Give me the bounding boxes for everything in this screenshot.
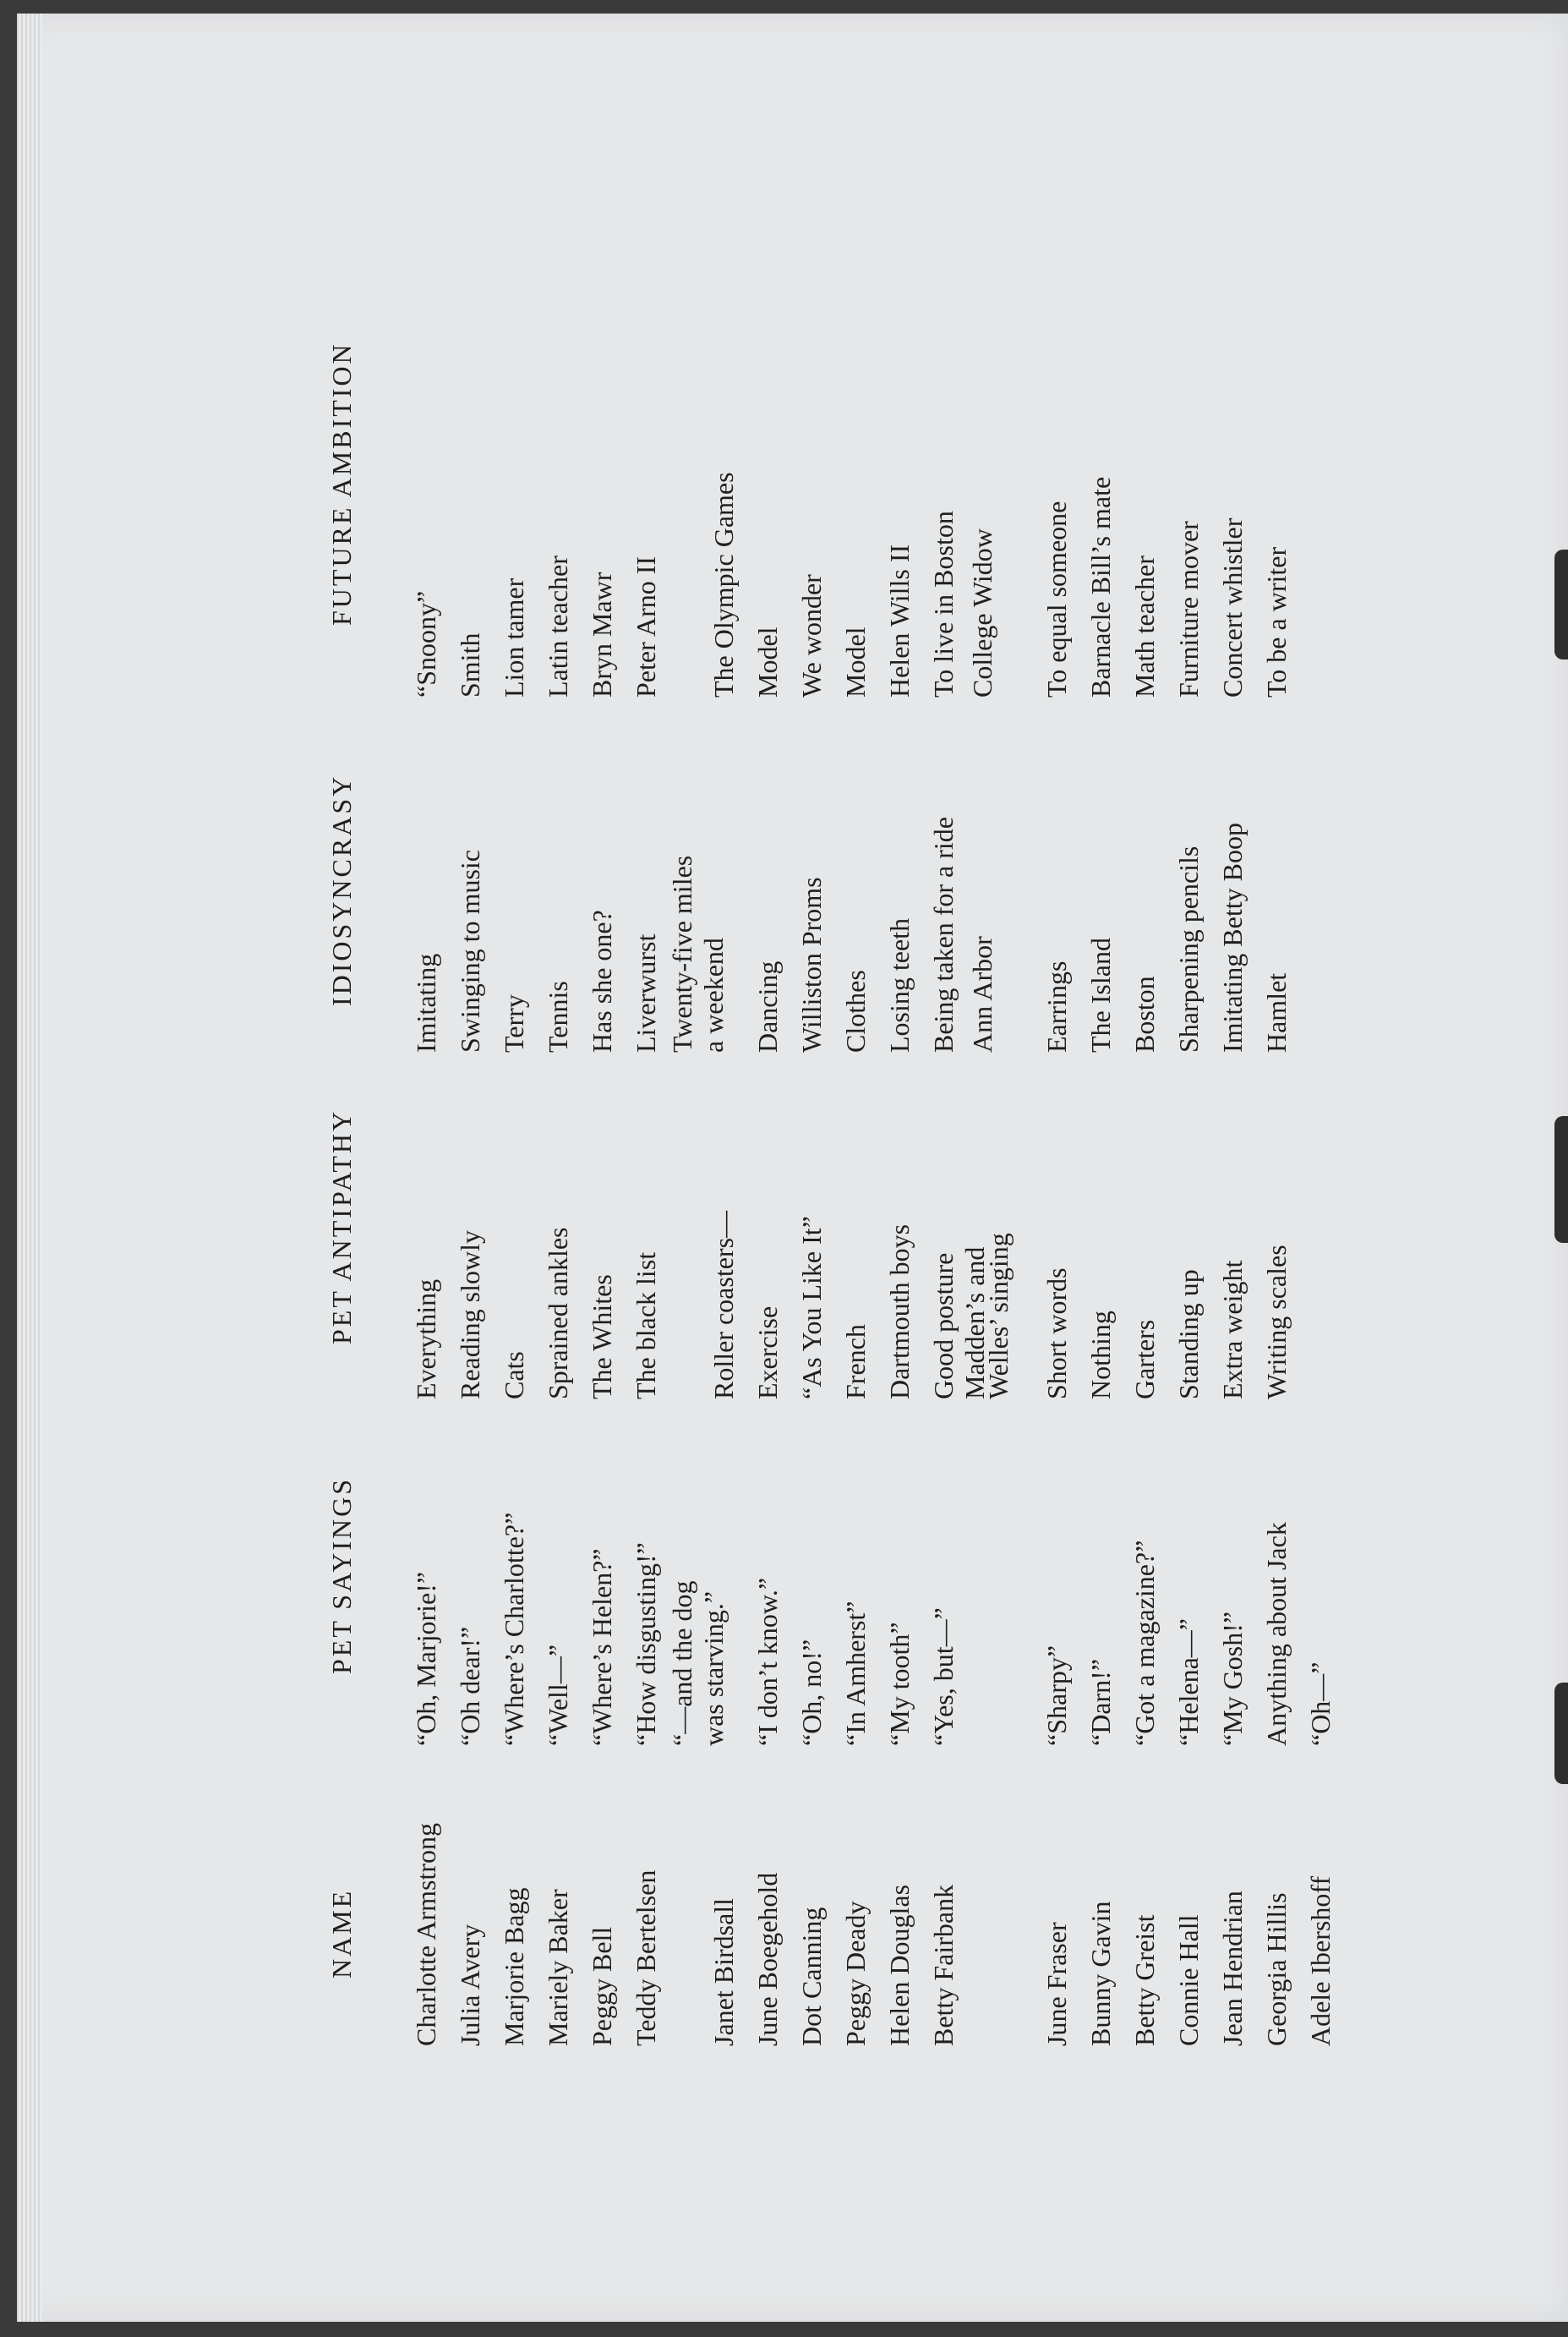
cell-saying: “My Gosh!”	[1217, 1611, 1248, 1746]
cell-ambition: College Widow	[967, 528, 997, 698]
table-row	[1219, 296, 1263, 2072]
cell-antipathy: Short words	[1041, 1267, 1072, 1399]
cell-idiosyncrasy: Sharpening pencils	[1173, 846, 1204, 1053]
cell-idiosyncrasy: Losing teeth	[884, 917, 915, 1053]
table-row	[1087, 296, 1131, 2072]
cell-antipathy: Dartmouth boys	[884, 1223, 915, 1399]
cell-antipathy: Reading slowly	[455, 1230, 485, 1399]
table-row	[754, 296, 798, 2072]
cell-saying: “I don’t know.”	[752, 1577, 783, 1746]
cell-ambition: Barnacle Bill’s mate	[1085, 476, 1116, 698]
cell-ambition: Lion tamer	[499, 577, 529, 698]
table-row	[695, 296, 739, 2072]
binding-notch	[1554, 1683, 1568, 1784]
table-row	[1043, 296, 1087, 2072]
binding-notch	[1554, 550, 1568, 660]
cell-idiosyncrasy: Terry	[499, 994, 529, 1053]
cell-saying: “Helena—”	[1173, 1617, 1204, 1746]
cell-name: Mariely Baker	[543, 1889, 573, 2046]
cell-antipathy: Writing scales	[1261, 1245, 1292, 1399]
cell-idiosyncrasy-line-2: a weekend	[698, 938, 729, 1053]
header-pet-antipathy: PET ANTIPATHY	[326, 1108, 357, 1344]
cell-name: Helen Douglas	[884, 1884, 915, 2046]
cell-idiosyncrasy: Clothes	[840, 970, 871, 1053]
cell-name: Janet Birdsall	[708, 1897, 739, 2046]
cell-name: Bunny Gavin	[1085, 1901, 1116, 2046]
cell-name: Marjorie Bagg	[499, 1887, 529, 2046]
cell-ambition: Peter Arno II	[631, 556, 661, 698]
cell-saying-line-1: “—and the dog	[667, 1580, 697, 1746]
cell-name: Peggy Bell	[587, 1926, 617, 2046]
cell-idiosyncrasy: Williston Proms	[796, 877, 827, 1053]
cell-ambition: To be a writer	[1261, 546, 1292, 698]
cell-antipathy: Standing up	[1173, 1269, 1204, 1399]
cell-idiosyncrasy: Tennis	[543, 981, 573, 1053]
cell-antipathy: The black list	[631, 1251, 661, 1399]
cell-idiosyncrasy: Has she one?	[587, 910, 617, 1053]
cell-ambition: Concert whistler	[1217, 517, 1248, 698]
table-row	[798, 296, 842, 2072]
cell-saying: “Where’s Charlotte?”	[499, 1512, 529, 1746]
cell-saying: “Oh, no!”	[796, 1639, 827, 1746]
table-row	[1175, 296, 1219, 2072]
cell-idiosyncrasy: Ann Arbor	[967, 936, 997, 1053]
table-row	[456, 296, 500, 2072]
cell-ambition: Smith	[455, 632, 485, 698]
cell-name: Betty Fairbank	[928, 1884, 959, 2046]
table-row	[412, 296, 456, 2072]
cell-antipathy: Extra weight	[1217, 1260, 1248, 1399]
cell-antipathy: Good posture	[928, 1252, 959, 1399]
page-edge-stack	[17, 14, 42, 2322]
cell-ambition: To live in Boston	[928, 511, 959, 698]
cell-saying: “Well—”	[543, 1644, 573, 1746]
rotated-table	[304, 296, 1336, 2072]
cell-antipathy: Garters	[1129, 1319, 1160, 1399]
cell-ambition: To equal someone	[1041, 501, 1072, 698]
cell-idiosyncrasy: Swinging to music	[455, 849, 485, 1053]
table-row	[544, 296, 588, 2072]
cell-saying: “Sharpy”	[1041, 1645, 1072, 1746]
cell-name: June Boegehold	[752, 1872, 783, 2046]
cell-ambition: Math teacher	[1129, 556, 1160, 698]
cell-idiosyncrasy: Imitating Betty Boop	[1217, 823, 1248, 1053]
cell-name: Charlotte Armstrong	[411, 1823, 441, 2046]
header-future-ambition: FUTURE AMBITION	[326, 342, 357, 626]
table-row	[632, 296, 676, 2072]
cell-saying: “How disgusting!”	[631, 1542, 661, 1746]
cell-ambition: We wonder	[796, 574, 827, 698]
cell-ambition: Model	[840, 627, 871, 698]
cell-name: Dot Canning	[796, 1907, 827, 2046]
cell-name: Jean Hendrian	[1217, 1891, 1248, 2046]
table-row	[983, 296, 1036, 2072]
cell-name: Teddy Bertelsen	[631, 1869, 661, 2046]
cell-name: June Fraser	[1041, 1922, 1072, 2046]
cell-name: Connie Hall	[1173, 1914, 1204, 2046]
cell-idiosyncrasy-line-1: Twenty-five miles	[667, 855, 697, 1053]
cell-saying-line-2: was starving.”	[698, 1590, 729, 1746]
cell-saying: “Oh dear!”	[455, 1626, 485, 1746]
cell-antipathy: Cats	[499, 1351, 529, 1399]
cell-idiosyncrasy: Earrings	[1041, 961, 1072, 1053]
cell-idiosyncrasy: Boston	[1129, 976, 1160, 1053]
cell-idiosyncrasy: The Island	[1085, 938, 1116, 1053]
cell-saying: “My tooth”	[884, 1622, 915, 1746]
cell-idiosyncrasy: Hamlet	[1261, 972, 1292, 1053]
binding-notch	[1554, 1116, 1568, 1243]
table-row	[588, 296, 632, 2072]
cell-saying: “Oh—”	[1305, 1661, 1336, 1746]
cell-ambition: Model	[752, 627, 783, 698]
cell-saying: “Yes, but—”	[928, 1607, 959, 1746]
table-row	[500, 296, 544, 2072]
cell-saying: “In Amherst”	[840, 1601, 871, 1746]
cell-saying: “Darn!”	[1085, 1658, 1116, 1746]
cell-antipathy: The Whites	[587, 1274, 617, 1399]
cell-antipathy-line-2: Welles’ singing	[983, 1233, 1013, 1399]
cell-idiosyncrasy: Being taken for a ride	[928, 817, 959, 1053]
cell-ambition: The Olympic Games	[708, 472, 739, 698]
cell-antipathy: Nothing	[1085, 1311, 1116, 1399]
cell-name: Betty Greist	[1129, 1914, 1160, 2046]
cell-saying: “Got a magazine?”	[1129, 1540, 1160, 1746]
cell-idiosyncrasy: Imitating	[411, 953, 441, 1053]
table-row	[842, 296, 886, 2072]
table-row	[886, 296, 930, 2072]
cell-antipathy-line-1: Madden’s and	[959, 1246, 990, 1399]
cell-ambition: Furniture mover	[1173, 521, 1204, 698]
cell-antipathy: Sprained ankles	[543, 1227, 573, 1399]
cell-idiosyncrasy: Dancing	[752, 961, 783, 1053]
cell-saying: “Oh, Marjorie!”	[411, 1571, 441, 1746]
table-row	[1131, 296, 1175, 2072]
header-pet-sayings: PET SAYINGS	[326, 1476, 357, 1674]
cell-name: Julia Avery	[455, 1924, 485, 2046]
cell-name: Peggy Deady	[840, 1901, 871, 2046]
cell-saying: “Where’s Helen?”	[587, 1548, 617, 1746]
cell-ambition: Helen Wills II	[884, 544, 915, 698]
header-name: NAME	[326, 1888, 357, 1979]
header-idiosyncrasy: IDIOSYNCRASY	[326, 774, 357, 1006]
cell-antipathy: Everything	[411, 1278, 441, 1399]
table-row	[1263, 296, 1307, 2072]
table-row	[1307, 296, 1351, 2072]
cell-name: Adele Ibershoff	[1305, 1875, 1336, 2046]
cell-antipathy: Roller coasters—	[708, 1210, 739, 1399]
cell-antipathy: French	[840, 1324, 871, 1399]
cell-antipathy: Exercise	[752, 1305, 783, 1399]
cell-ambition: Bryn Mawr	[587, 572, 617, 698]
cell-idiosyncrasy: Liverwurst	[631, 933, 661, 1053]
cell-ambition: Latin teacher	[543, 556, 573, 698]
cell-saying: Anything about Jack	[1261, 1522, 1292, 1746]
cell-antipathy: “As You Like It”	[796, 1216, 827, 1399]
cell-name: Georgia Hillis	[1261, 1892, 1292, 2046]
cell-ambition: “Snoony”	[411, 590, 441, 698]
